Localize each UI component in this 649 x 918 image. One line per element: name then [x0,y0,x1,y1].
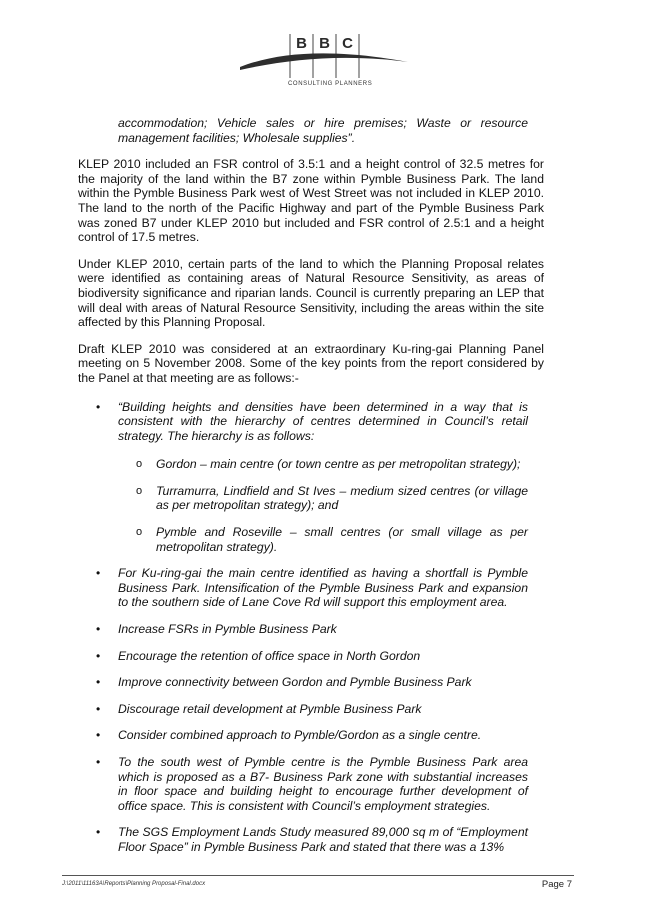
bullet-dot: • [96,675,101,690]
list-item-text: “Building heights and densities have been determined in a way that is consistent with the hierarchy of centres determined in Council’s retail strategy. The hierarchy is as follows: [118,399,528,443]
sub-list-item-text: Gordon – main centre (or town centre as per metropolitan strategy); [156,457,521,472]
sub-list-item [118,484,528,513]
footer-file-path: J:\2011\11163A\Reports\Planning Proposal-Final.docx [62,881,206,887]
bullet-dot: • [96,755,101,769]
bbc-logo [238,30,410,92]
list-item [78,622,528,637]
bullet-dot: • [96,825,101,840]
logo-letter-b1: B [296,35,308,52]
bullet-circle: o [136,458,143,471]
list-item-text: To the south west of Pymble centre is the Pymble Business Park area which is proposed as a B7- Business Park zone with substantial increases in floor space and building height to encourage further development of office space. This is consistent with Council’s employment strategies. [118,755,528,813]
bullet-dot: • [96,648,101,663]
hierarchy-sublist [118,457,528,554]
bullet-dot: • [96,728,101,743]
logo-letter-c: C [342,35,354,52]
page-body [78,116,544,867]
list-item [78,649,528,664]
bullet-dot: • [96,622,101,637]
logo-letter-b2: B [319,35,331,52]
sub-list-item-text: Pymble and Roseville – small centres (or small village as per metropolitan strategy). [156,525,528,554]
logo-tagline: CONSULTING PLANNERS [288,81,373,87]
footer-divider [62,875,574,876]
key-points-list [78,400,544,855]
quote-continuation: accommodation; Vehicle sales or hire premises; Waste or resource management facilities; Wholesale supplies”. [118,116,528,145]
paragraph-natural-resource: Under KLEP 2010, certain parts of the land to which the Planning Proposal relates were identified as containing areas of Natural Resource Sensitivity, as areas of biodiversity significance and riparian lands. Council is currently preparing an LEP that will deal with areas of Natural Resource Sensitivity, including the areas within the site affected by this Planning Proposal. [78,256,544,330]
list-item-text: Improve connectivity between Gordon and Pymble Business Park [118,675,472,690]
sub-list-item-text: Turramurra, Lindfield and St Ives – medium sized centres (or village as per metropolitan strategy); and [156,483,528,513]
bullet-circle: o [136,526,143,539]
paragraph-klep-controls: KLEP 2010 included an FSR control of 3.5:1 and a height control of 32.5 metres for the majority of the land within the B7 zone within Pymble Business Park. The land within the Pymble Business Park west of West Street was not included in KLEP 2010. The land to the north of the Pacific Highway and part of the Pymble Business Park was zoned B7 under KLEP 2010 but included and FSR control of 2.5:1 and a height control of 17.5 metres. [78,157,544,245]
list-item-text: Discourage retail development at Pymble Business Park [118,701,422,716]
list-item [78,675,528,690]
bullet-dot: • [96,566,101,581]
list-item-text: Consider combined approach to Pymble/Gordon as a single centre. [118,728,482,743]
list-item-text: Encourage the retention of office space in North Gordon [118,648,421,663]
list-item [78,400,528,555]
bullet-circle: o [136,484,143,497]
list-item-text: For Ku-ring-gai the main centre identified as having a shortfall is Pymble Business Park. Intensification of the Pymble Business Park and expansion to the southern side of Lane Cove Rd will support this employment area. [118,566,528,610]
page-number: Page 7 [541,879,572,890]
sub-list-item [118,525,528,554]
list-item [78,702,528,717]
sub-list-item [118,457,528,472]
list-item [78,728,528,743]
list-item-text: Increase FSRs in Pymble Business Park [118,622,337,637]
list-item [78,755,528,813]
list-item-text: The SGS Employment Lands Study measured 89,000 sq m of “Employment Floor Space” in Pymble Business Park and stated that there was a 13% [118,825,528,854]
list-item [78,825,528,854]
bullet-dot: • [96,701,101,716]
paragraph-draft-klep: Draft KLEP 2010 was considered at an extraordinary Ku-ring-gai Planning Panel meeting on 5 November 2008. Some of the key points from the report considered by the Panel at that meeting are as follows:- [78,341,544,385]
list-item [78,566,528,610]
bullet-dot: • [96,399,101,414]
